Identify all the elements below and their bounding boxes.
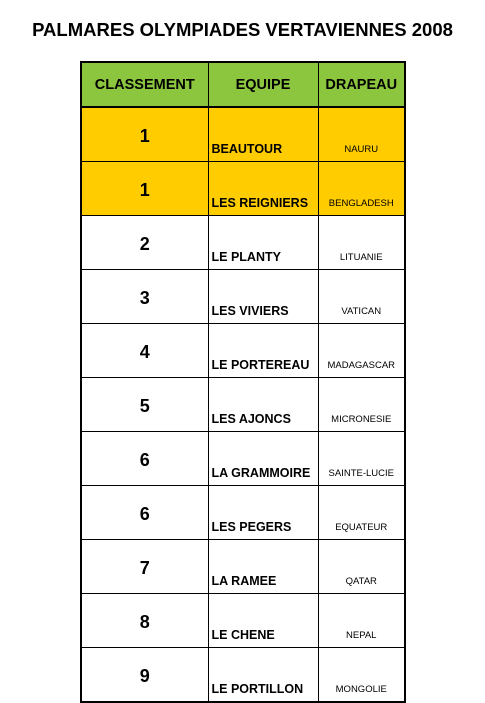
flag-cell: MADAGASCAR xyxy=(318,324,405,378)
table-row xyxy=(81,432,405,486)
flag-cell: MONGOLIE xyxy=(318,648,405,703)
flag-cell: NEPAL xyxy=(318,594,405,648)
page-title: PALMARES OLYMPIADES VERTAVIENNES 2008 xyxy=(32,19,453,40)
rank-cell: 4 xyxy=(81,324,208,378)
column-header-drapeau: DRAPEAU xyxy=(318,62,405,107)
team-cell: LE PORTEREAU xyxy=(208,324,318,378)
flag-cell: EQUATEUR xyxy=(318,486,405,540)
team-cell: LES REIGNIERS xyxy=(208,162,318,216)
rank-cell: 5 xyxy=(81,378,208,432)
rank-cell: 6 xyxy=(81,432,208,486)
team-cell: LES PEGERS xyxy=(208,486,318,540)
team-cell: LES AJONCS xyxy=(208,378,318,432)
flag-cell: LITUANIE xyxy=(318,216,405,270)
rank-cell: 1 xyxy=(81,162,208,216)
team-cell: BEAUTOUR xyxy=(208,107,318,162)
table-row xyxy=(81,270,405,324)
table-row xyxy=(81,216,405,270)
rank-cell: 9 xyxy=(81,648,208,703)
rank-cell: 1 xyxy=(81,107,208,162)
table-row xyxy=(81,324,405,378)
team-cell: LES VIVIERS xyxy=(208,270,318,324)
table-body xyxy=(81,107,405,702)
column-header-equipe: EQUIPE xyxy=(208,62,318,107)
rank-cell: 2 xyxy=(81,216,208,270)
team-cell: LE PORTILLON xyxy=(208,648,318,703)
flag-cell: QATAR xyxy=(318,540,405,594)
rank-cell: 6 xyxy=(81,486,208,540)
table-row xyxy=(81,162,405,216)
team-cell: LA RAMEE xyxy=(208,540,318,594)
flag-cell: NAURU xyxy=(318,107,405,162)
flag-cell: VATICAN xyxy=(318,270,405,324)
team-cell: LA GRAMMOIRE xyxy=(208,432,318,486)
table-row xyxy=(81,594,405,648)
column-header-classement: CLASSEMENT xyxy=(81,62,208,107)
table-row xyxy=(81,486,405,540)
rank-cell: 7 xyxy=(81,540,208,594)
flag-cell: MICRONESIE xyxy=(318,378,405,432)
team-cell: LE CHENE xyxy=(208,594,318,648)
table-header-row xyxy=(81,62,405,107)
table-row xyxy=(81,540,405,594)
ranking-table xyxy=(80,61,406,703)
table-row xyxy=(81,378,405,432)
flag-cell: BENGLADESH xyxy=(318,162,405,216)
rank-cell: 3 xyxy=(81,270,208,324)
team-cell: LE PLANTY xyxy=(208,216,318,270)
table-row xyxy=(81,107,405,162)
flag-cell: SAINTE-LUCIE xyxy=(318,432,405,486)
table-row xyxy=(81,648,405,703)
rank-cell: 8 xyxy=(81,594,208,648)
